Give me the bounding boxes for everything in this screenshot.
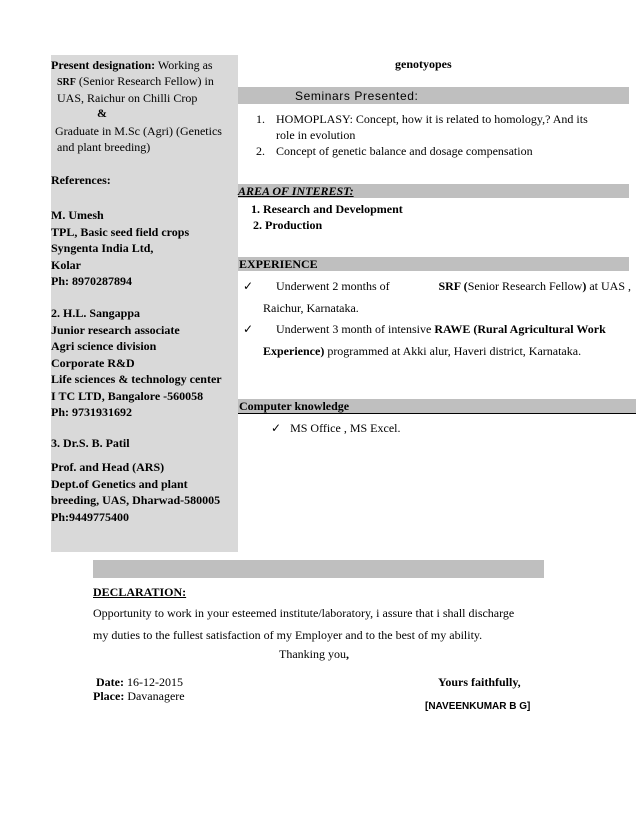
designation-label: Present designation: bbox=[51, 58, 156, 72]
yours-faithfully: Yours faithfully, bbox=[438, 675, 521, 689]
exp1-srf-full: Senior Research Fellow bbox=[467, 279, 583, 293]
declaration-line: my duties to the fullest satisfaction of my Employer and to the best of my ability. bbox=[93, 628, 483, 642]
experience-heading-bar bbox=[238, 257, 629, 271]
seminars-list bbox=[256, 111, 626, 159]
date-value: 16-12-2015 bbox=[126, 675, 183, 689]
interest-item: 2. Production bbox=[253, 218, 323, 232]
date-label: Date: bbox=[96, 675, 124, 689]
ref2-line: Corporate R&D bbox=[51, 355, 135, 370]
seminars-heading-bar bbox=[238, 87, 629, 104]
ampersand: & bbox=[97, 106, 107, 120]
declaration-heading: DECLARATION: bbox=[93, 585, 187, 599]
reference-3 bbox=[51, 459, 220, 525]
seminar-item bbox=[256, 143, 626, 159]
ref2-line: Junior research associate bbox=[51, 322, 180, 337]
interest-heading-bar bbox=[238, 184, 629, 198]
experience-item-2 bbox=[243, 318, 631, 362]
computer-heading: Computer knowledge bbox=[239, 399, 350, 413]
seminar-item bbox=[256, 111, 626, 143]
graduation-line-2: and plant breeding) bbox=[57, 140, 151, 154]
exp1-paren: ) bbox=[582, 279, 587, 293]
seminar-number: 2. bbox=[256, 144, 265, 158]
checkmark-icon: ✓ bbox=[243, 322, 254, 336]
ref1-name: M. Umesh bbox=[51, 208, 104, 222]
reference-2 bbox=[51, 305, 222, 421]
ref2-line: Agri science division bbox=[51, 339, 157, 353]
seminar-title-cont: role in evolution bbox=[276, 128, 356, 142]
declaration-line: Opportunity to work in your esteemed institute/laboratory, i assure that i shall discharge bbox=[93, 606, 515, 620]
genotypes-text: genotyopes bbox=[395, 57, 452, 71]
exp2-text: Underwent 3 month of intensive bbox=[276, 322, 435, 336]
references-heading: References: bbox=[51, 173, 111, 187]
thanks-text: Thanking you bbox=[279, 647, 346, 661]
exp2-rawe: RAWE (Rural Agricultural Work bbox=[434, 322, 606, 336]
seminar-title: Concept of genetic balance and dosage compensation bbox=[276, 144, 533, 158]
designation-line bbox=[51, 57, 238, 73]
interest-heading: AREA OF INTEREST: bbox=[238, 184, 354, 198]
exp1-text: Underwent 2 months of bbox=[276, 279, 390, 293]
ref1-line: Syngenta India Ltd, bbox=[51, 241, 154, 255]
ref1-line: TPL, Basic seed field crops bbox=[51, 224, 190, 239]
location-line: UAS, Raichur on Chilli Crop bbox=[57, 91, 198, 105]
ref3-line: Dept.of Genetics and plant bbox=[51, 476, 188, 491]
checkmark-icon: ✓ bbox=[271, 421, 282, 435]
place-label: Place: bbox=[93, 689, 125, 703]
srf-line bbox=[57, 73, 244, 91]
interest-list bbox=[251, 201, 403, 233]
computer-item bbox=[271, 421, 401, 436]
date-line bbox=[96, 675, 183, 690]
interest-item: 1. Research and Development bbox=[251, 202, 403, 216]
srf-rest: (Senior Research Fellow) in bbox=[75, 74, 214, 88]
ref3-line: Prof. and Head (ARS) bbox=[51, 460, 165, 474]
computer-heading-bar bbox=[238, 399, 636, 414]
ref1-phone: Ph: 8970287894 bbox=[51, 274, 132, 288]
seminars-heading: Seminars Presented: bbox=[295, 89, 419, 103]
place-value: Davanagere bbox=[127, 689, 185, 703]
ref1-line: Kolar bbox=[51, 257, 81, 272]
ref2-line: I TC LTD, Bangalore -560058 bbox=[51, 388, 204, 403]
declaration-text bbox=[93, 602, 514, 646]
seminar-number: 1. bbox=[256, 112, 265, 126]
srf-abbrev: SRF bbox=[57, 77, 76, 88]
exp1-srf: SRF ( bbox=[438, 279, 468, 293]
experience-heading: EXPERIENCE bbox=[239, 257, 318, 271]
ref2-phone: Ph: 9731931692 bbox=[51, 405, 132, 419]
thanks-line bbox=[279, 647, 349, 662]
seminar-title: HOMOPLASY: Concept, how it is related to homology,? And its bbox=[276, 112, 588, 126]
ref3-line: breeding, UAS, Dharwad-580005 bbox=[51, 493, 221, 507]
exp2-place: programmed at Akki alur, Haveri district, Karnataka. bbox=[324, 344, 582, 358]
ref2-name: 2. H.L. Sangappa bbox=[51, 306, 141, 320]
ref3-phone: Ph:9449775400 bbox=[51, 509, 129, 524]
thanks-comma: , bbox=[346, 647, 349, 661]
exp1-line2: Raichur, Karnataka. bbox=[263, 301, 359, 315]
declaration-bar bbox=[93, 560, 544, 578]
computer-skill: MS Office , MS Excel. bbox=[290, 421, 401, 435]
exp1-place: at UAS , bbox=[586, 279, 631, 293]
checkmark-icon: ✓ bbox=[243, 279, 254, 293]
experience-item-1 bbox=[243, 275, 631, 319]
exp2-rawe-cont: Experience) bbox=[263, 344, 325, 358]
ref3-name: 3. Dr.S. B. Patil bbox=[51, 436, 130, 450]
reference-1 bbox=[51, 207, 189, 290]
signatory-name: [NAVEENKUMAR B G] bbox=[425, 701, 531, 712]
ref2-line: Life sciences & technology center bbox=[51, 372, 222, 386]
place-line bbox=[93, 689, 185, 704]
designation-value: Working as bbox=[155, 58, 213, 72]
graduation-line-1: Graduate in M.Sc (Agri) (Genetics bbox=[55, 124, 222, 138]
